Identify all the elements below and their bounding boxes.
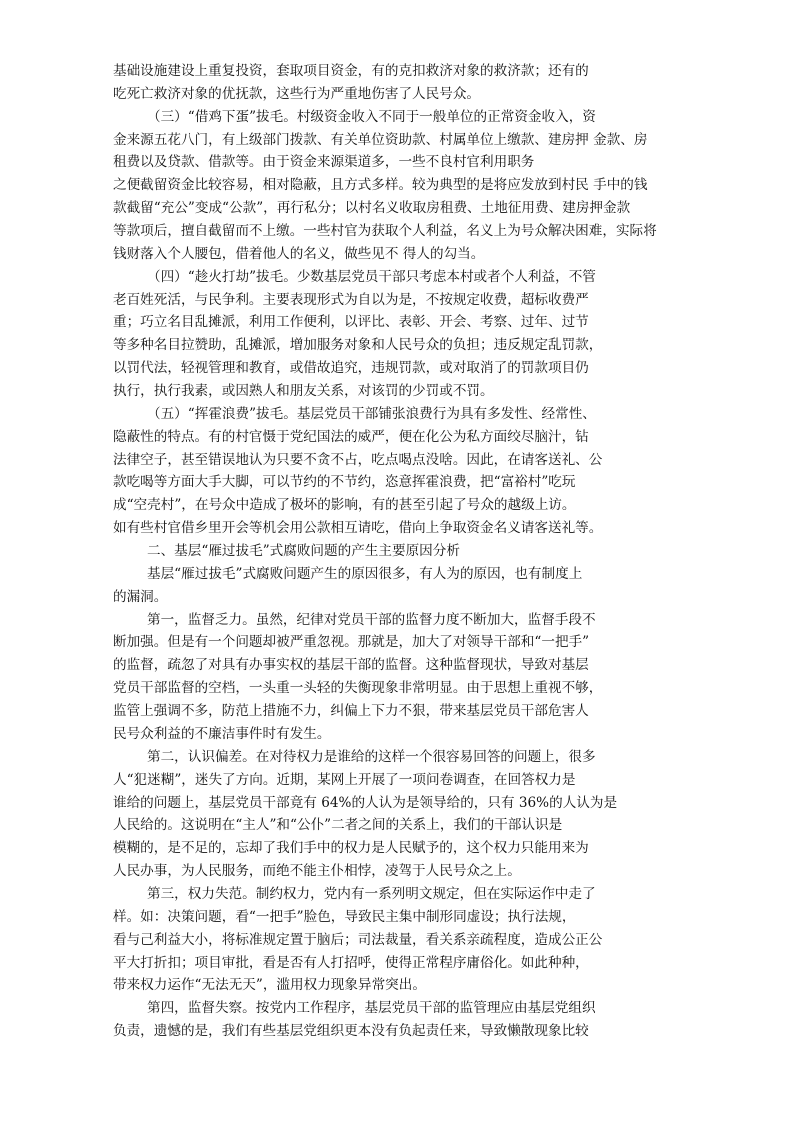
text-line: 样。如：决策问题，看“一把手”脸色，导致民主集中制形同虚设；执行法规， bbox=[113, 908, 576, 925]
chapter-heading-2: 二、基层“雁过拔毛”式腐败问题的产生主要原因分析 bbox=[147, 543, 460, 560]
text-line: 重；巧立名目乱摊派，利用工作便利，以评比、表彰、开会、考察、过年、过节 bbox=[113, 314, 589, 331]
text-line: 老百姓死活，与民争利。主要表现形式为自以为是，不按规定收费，超标收费严 bbox=[113, 291, 589, 308]
text-line: 隐蔽性的特点。有的村官慑于党纪国法的威严，便在化公为私方面绞尽脑汁，钻 bbox=[113, 428, 589, 445]
section-heading-3: （三）“借鸡下蛋”拔毛。村级资金收入不同于一般单位的正常资金收入，资 bbox=[147, 108, 596, 125]
text-line: 法律空子，甚至错误地认为只要不贪不占，吃点喝点没啥。因此，在请客送礼、公 bbox=[113, 451, 603, 468]
text-line: 吃死亡救济对象的优抚款，这些行为严重地伤害了人民号众。 bbox=[113, 85, 481, 102]
text-line: 基层“雁过拔毛”式腐败问题产生的原因很多，有人为的原因，也有制度上 bbox=[147, 565, 583, 582]
text-line: 人“犯迷糊”，迷失了方向。近期，某网上开展了一项问卷调查，在回答权力是 bbox=[113, 771, 576, 788]
text-line: 谁给的问题上，基层党员干部竟有 64%的人认为是领导给的，只有 36%的人认为是 bbox=[113, 794, 618, 811]
point-heading-1: 第一，监督乏力。虽然，纪律对党员干部的监督力度不断加大，监督手段不 bbox=[147, 611, 596, 628]
text-line: 负责，遗憾的是，我们有些基层党组织更本没有负起责任来，导致懒散现象比较 bbox=[113, 1023, 589, 1040]
text-line: 款吃喝等方面大手大脚，可以节约的不节约，恣意挥霍浪费，把“富裕村”吃玩 bbox=[113, 474, 576, 491]
section-heading-4: （四）“趁火打劫”拔毛。少数基层党员干部只考虑本村或者个人利益，不管 bbox=[147, 268, 596, 285]
text-line: 款截留“充公”变成“公款”，再行私分；以村名义收取房租费、土地征用费、建房押金款 bbox=[113, 200, 631, 217]
text-line: 如有些村官借乡里开会等机会用公款相互请吃，借向上争取资金名义请客送礼等。 bbox=[113, 520, 603, 537]
text-line: 断加强。但是有一个问题却被严重忽视。那就是，加大了对领导干部和“一把手” bbox=[113, 634, 590, 651]
text-line: 监管上强调不多，防范上措施不力，纠偏上下力不狠，带来基层党员干部危害人 bbox=[113, 703, 589, 720]
text-line: 人民办事，为人民服务，而绝不能主仆相悖，凌驾于人民号众之上。 bbox=[113, 863, 521, 880]
text-line: 党员干部监督的空档，一头重一头轻的失衡现象非常明显。由于思想上重视不够， bbox=[113, 680, 603, 697]
text-line: 成“空壳村”，在号众中造成了极坏的影响，有的甚至引起了号众的越级上访。 bbox=[113, 497, 576, 514]
text-line: 平大打折扣；项目审批，看是否有人打招呼，使得正常程序庸俗化。如此种种， bbox=[113, 954, 589, 971]
text-line: 等款项后，擅自截留而不上缴。一些村官为获取个人利益，名义上为号众解决困难，实际将 bbox=[113, 223, 657, 240]
point-heading-2: 第二，认识偏差。在对待权力是谁给的这样一个很容易回答的问题上，很多 bbox=[147, 748, 596, 765]
text-line: 以罚代法，轻视管理和教育，或借故追究，违规罚款，或对取消了的罚款项目仍 bbox=[113, 360, 589, 377]
text-line: 带来权力运作“无法无天”，滥用权力现象异常突出。 bbox=[113, 977, 426, 994]
point-heading-3: 第三，权力失范。制约权力，党内有一系列明文规定，但在实际运作中走了 bbox=[147, 885, 596, 902]
text-line: 执行，执行我素，或因熟人和朋友关系，对该罚的少罚或不罚。 bbox=[113, 383, 494, 400]
text-line: 的漏洞。 bbox=[113, 588, 168, 605]
text-line: 的监督，疏忽了对具有办事实权的基层干部的监督。这种监督现状，导致对基层 bbox=[113, 657, 589, 674]
section-heading-5: （五）“挥霍浪费”拔毛。基层党员干部铺张浪费行为具有多发性、经常性、 bbox=[147, 405, 596, 422]
text-line: 看与己利益大小，将标准规定置于脑后；司法裁量，看关系亲疏程度，造成公正公 bbox=[113, 931, 603, 948]
text-line: 等多种名目拉赞助，乱摊派，增加服务对象和人民号众的负担；违反规定乱罚款， bbox=[113, 337, 603, 354]
text-line: 租费以及贷款、借款等。由于资金来源渠道多，一些不良村官利用职务 bbox=[113, 154, 535, 171]
text-line: 民号众利益的不廉洁事件时有发生。 bbox=[113, 725, 331, 742]
point-heading-4: 第四，监督失察。按党内工作程序，基层党员干部的监管理应由基层党组织 bbox=[147, 1000, 596, 1017]
text-line: 人民给的。这说明在“主人”和“公仆”二者之间的关系上，我们的干部认识是 bbox=[113, 817, 563, 834]
text-line: 模糊的，是不足的，忘却了我们手中的权力是人民赋予的，这个权力只能用来为 bbox=[113, 840, 589, 857]
text-line: 之便截留资金比较容易，相对隐蔽，且方式多样。较为典型的是将应发放到村民 手中的钱 bbox=[113, 177, 648, 194]
text-line: 基础设施建设上重复投资，套取项目资金，有的克扣救济对象的救济款；还有的 bbox=[113, 63, 589, 79]
text-line: 钱财落入个人腰包，借着他人的名义，做些见不 得人的勾当。 bbox=[113, 245, 485, 262]
text-line: 金来源五花八门，有上级部门拨款、有关单位资助款、村属单位上缴款、建房押 金款、房 bbox=[113, 131, 648, 148]
document-body bbox=[113, 60, 657, 1043]
